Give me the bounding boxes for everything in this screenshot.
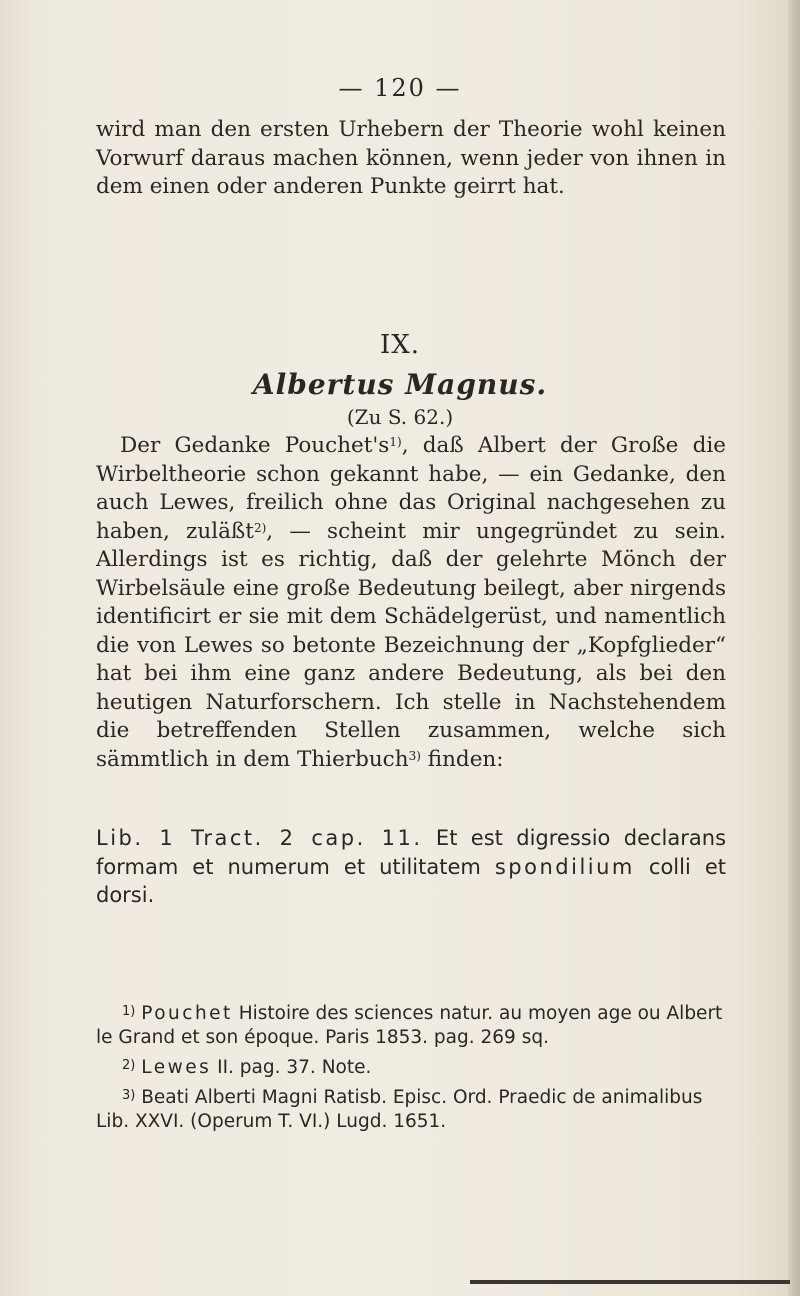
footnote: [96, 1084, 726, 1134]
bottom-rule: [470, 1280, 790, 1284]
footnote-number: 1): [122, 1004, 136, 1019]
footnote-marker-1: 1): [389, 435, 402, 449]
chapter-title: Albertus Magnus.: [252, 368, 548, 401]
chapter-number: IX.: [379, 330, 421, 360]
latin-quotation: [96, 824, 726, 910]
footnote: [96, 1054, 726, 1080]
footnote: [96, 1000, 726, 1050]
body-part-1: Der Gedanke Pouchet's: [120, 433, 390, 458]
latin-reference: Lib. 1 Tract. 2 cap. 11.: [96, 826, 423, 850]
body-part-4: finden:: [420, 746, 504, 772]
page-edge: [788, 0, 800, 1296]
footnote-text: Beati Alberti Magni Ratisb. Episc. Ord. Praedic de animalibus Lib. XXVI. (Operum T. VI.) Lugd. 1651.: [96, 1087, 703, 1132]
latin-text-1: Et est digressio declarans formam et numerum et utilitatem: [96, 826, 727, 879]
body-part-2: , daß Albert der Große die Wirbeltheorie schon gekannt habe, — ein Gedanke, den auch Lewes, freilich ohne das Original nachgesehen zu haben, zuläßt: [96, 433, 726, 544]
footnote-text: Histoire des sciences natur. au moyen age ou Albert le Grand et son époque. Paris 1853. pag. 269 sq.: [96, 1003, 723, 1048]
footnote-number: 2): [122, 1058, 136, 1073]
intro-paragraph: wird man den ersten Urhebern der Theorie wohl keinen Vorwurf daraus machen können, wenn jeder von ihnen in dem einen oder anderen Punkte geirrt hat.: [96, 117, 726, 199]
latin-spaced-word: spondilium: [494, 854, 635, 879]
footnote-marker-2: 2): [253, 520, 267, 535]
footnotes: [96, 1000, 726, 1138]
footnote-author: Lewes: [141, 1057, 212, 1078]
footnote-marker-3: 3): [408, 748, 421, 763]
footnote-number: 3): [122, 1088, 136, 1103]
footnote-author: Pouchet: [141, 1003, 233, 1024]
body-text: [96, 432, 726, 774]
page-number: — 120 —: [338, 74, 462, 102]
body-part-3: , — scheint mir ungegründet zu sein. Allerdings ist es richtig, daß der gelehrte Mönch der Wirbelsäule eine große Bedeutung beilegt, aber nirgends identificirt er sie mit dem Schädelgerüst, und namentlich die von Lewes so betonte Bezeichnung der „Kopfglieder“ hat bei ihm eine ganz andere Bedeutung, als bei den heutigen Naturforschern. Ich stelle in Nachstehendem die betreffenden Stellen zusammen, welche sich sämmtlich in dem Thierbuch: [96, 518, 727, 772]
footnote-text: II. pag. 37. Note.: [211, 1057, 372, 1078]
chapter-reference: (Zu S. 62.): [346, 405, 454, 429]
body-paragraph: [96, 432, 726, 774]
latin-text-2: colli et dorsi.: [96, 854, 726, 907]
